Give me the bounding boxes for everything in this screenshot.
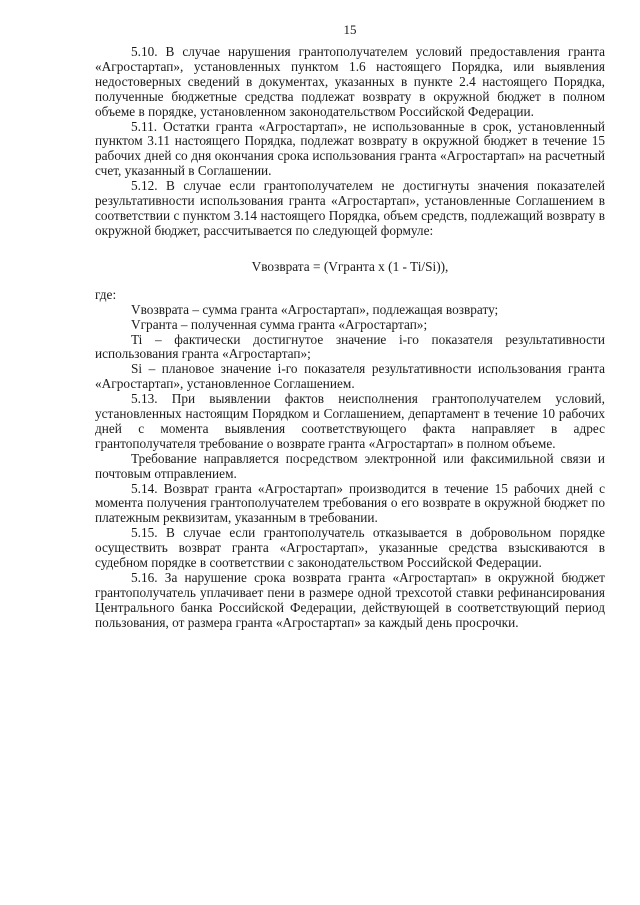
paragraph-5-14: 5.14. Возврат гранта «Агростартап» производится в течение 15 рабочих дней с момента получения грантополучателем требования о его возврате в окружной бюджет по платежным реквизитам, указанным в требовании. <box>95 480 605 526</box>
definition-v-return: Vвозврата – сумма гранта «Агростартап», подлежащая возврату; <box>131 301 499 317</box>
paragraph-5-12: 5.12. В случае если грантополучателем не достигнуты значения показателей результативности использования гранта «Агростартап», установленные Соглашением в соответствии с пунктом 3.14 настоящего Порядка, объем средств, подлежащий возврату в окружной бюджет, рассчитывается по следующей формуле: <box>95 178 605 238</box>
paragraph-5-13: 5.13. При выявлении фактов неисполнения грантополучателем условий, установленных настоящим Порядком и Соглашением, департамент в течение 10 рабочих дней с момента выявления соответствующего факта направляет в адрес грантополучателя требование о возврате гранта «Агростартап» в полном объеме. <box>95 391 605 451</box>
paragraph-5-16: 5.16. За нарушение срока возврата гранта «Агростартап» в окружной бюджет грантополучатель уплачивает пени в размере одной трехсотой ставки рефинансирования Центрального банка Российской Федерации, действующей в соответствующий период пользования, от размера гранта «Агростартап» за каждый день просрочки. <box>95 570 605 630</box>
refund-formula: Vвозврата = (Vгранта x (1 - Ti/Si)), <box>251 258 449 274</box>
paragraph-5-10: 5.10. В случае нарушения грантополучателем условий предоставления гранта «Агростартап», установленных пунктом 1.6 настоящего Порядка, или выявления недостоверных сведений в документах, указанных в пункте 2.4 настоящего Порядка, полученные бюджетные средства подлежат возврату в окружной бюджет в полном объеме в порядке, установленном законодательством Российской Федерации. <box>95 44 605 119</box>
where-label: где: <box>95 286 117 302</box>
document-page <box>95 0 605 905</box>
definition-si: Si – плановое значение i-го показателя результативности использования гранта «Агростартап», установленное Соглашением. <box>95 361 605 392</box>
paragraph-5-11: 5.11. Остатки гранта «Агростартап», не использованные в срок, установленный пунктом 3.11 настоящего Порядка, подлежат возврату в окружной бюджет в течение 15 рабочих дней со дня окончания срока использования гранта «Агростартап» на расчетный счет, указанный в Соглашении. <box>95 118 605 179</box>
definition-ti: Ti – фактически достигнутое значение i-го показателя результативности использования гранта «Агростартап»; <box>95 331 605 362</box>
paragraph-5-15: 5.15. В случае если грантополучатель отказывается в добровольном порядке осуществить возврат гранта «Агростартап», указанные средства взыскиваются в судебном порядке в соответствии с законодательством Российской Федерации. <box>95 525 605 571</box>
paragraph-5-13-note: Требование направляется посредством электронной или факсимильной связи и почтовым отправлением. <box>95 450 605 481</box>
page-number: 15 <box>343 22 357 37</box>
document-body <box>95 45 605 631</box>
definition-v-grant: Vгранта – полученная сумма гранта «Агростартап»; <box>131 316 428 332</box>
